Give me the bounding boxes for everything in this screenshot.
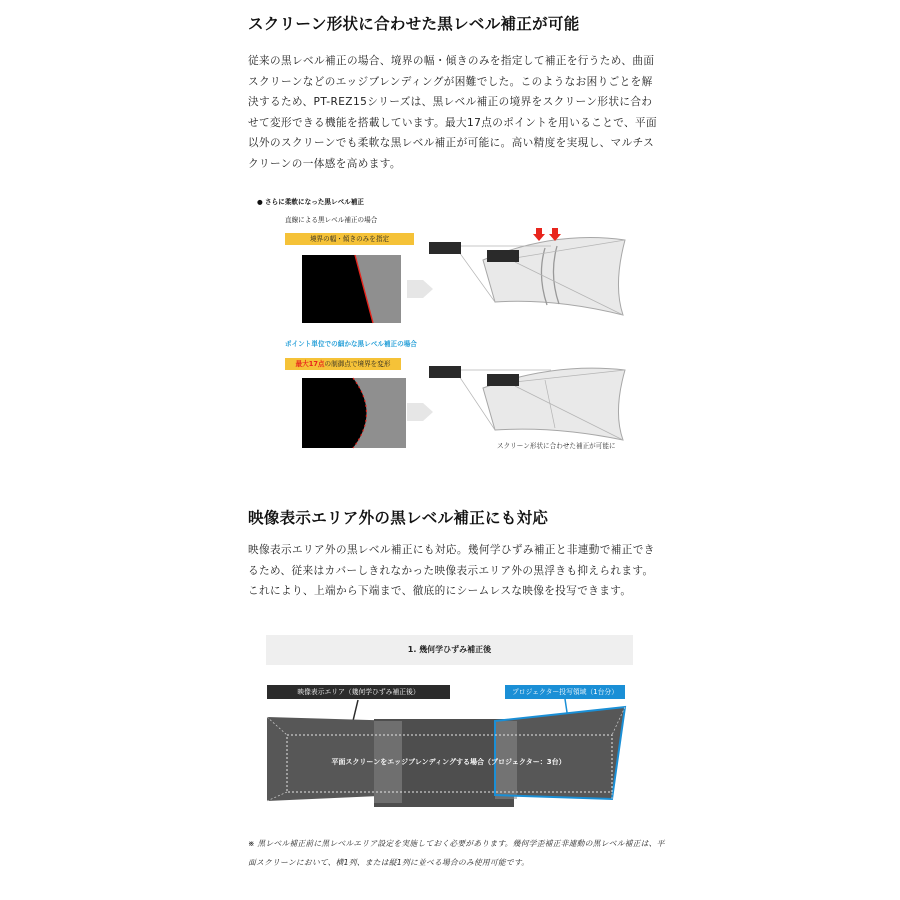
projector-icon — [429, 242, 461, 254]
section2-body: 映像表示エリア外の黒レベル補正にも対応。幾何学ひずみ補正と非連動で補正できるため、従来はカバーしきれなかった映像表示エリア外の黒浮きも抑えられます。これにより、上端から下端まで、徹底的にシームレスな映像を投写できます。 — [248, 544, 655, 598]
projector-icon — [487, 250, 519, 262]
arrow-2 — [407, 403, 433, 421]
figure1-caption: スクリーン形状に合わせた補正が可能に — [497, 442, 616, 450]
step-title: 1. 幾何学ひずみ補正後 — [407, 645, 492, 654]
straight-correction-box — [302, 255, 401, 323]
arrow-1 — [407, 280, 433, 298]
point-correction-box — [302, 378, 406, 448]
figure1-title: ● さらに柔軟になった黒レベル補正 — [257, 198, 364, 206]
projector-icon — [429, 366, 461, 378]
curved-screen-bottom — [429, 366, 625, 440]
figure2-graphics — [262, 695, 636, 810]
red-arrow-icon — [533, 228, 545, 241]
black-level-figure — [255, 190, 655, 460]
point-tag-text: の制御点で境界を変形 — [324, 360, 391, 368]
projector-area-label: プロジェクター投写領域（1台分） — [505, 685, 625, 699]
section1-body: 従来の黒レベル補正の場合、境界の幅・傾きのみを指定して補正を行うため、曲面スクリーンなどのエッジブレンディングが困難でした。このようなお困りごとを解決するため、PT-REZ15シリーズは、黒レベル補正の境界をスクリーン形状に合わせて変形できる機能を搭載しています。最大17点のポイントを用いることで、平面以外のスクリーンでも柔軟な黒レベル補正が可能に。高い精度を実現し、マルチスクリーンの一体感を高めます。 — [248, 55, 657, 170]
figure2-center-text: 平面スクリーンをエッジブレンディングする場合（プロジェクター：3台） — [331, 758, 566, 766]
section2-heading: 映像表示エリア外の黒レベル補正にも対応 — [248, 509, 549, 527]
figure1-graphics — [255, 190, 655, 460]
point-tag-highlight: 最大17点 — [295, 360, 325, 368]
projector-icon — [487, 374, 519, 386]
curved-screen-top — [429, 228, 625, 315]
section1-heading: スクリーン形状に合わせた黒レベル補正が可能 — [248, 15, 580, 33]
straight-tag: 境界の幅・傾きのみを指定 — [285, 233, 414, 245]
step-band — [266, 635, 633, 665]
display-area-label: 映像表示エリア（幾何学ひずみ補正後） — [267, 685, 450, 699]
point-tag — [285, 358, 401, 370]
straight-label: 直線による黒レベル補正の場合 — [285, 216, 378, 224]
point-label: ポイント単位での細かな黒レベル補正の場合 — [285, 340, 417, 348]
footnote: ※ 黒レベル補正前に黒レベルエリア設定を実施しておく必要があります。幾何学歪補正非連動の黒レベル補正は、平面スクリーンにおいて、横1列、または縦1列に並べる場合のみ使用可能です。 — [248, 839, 665, 867]
